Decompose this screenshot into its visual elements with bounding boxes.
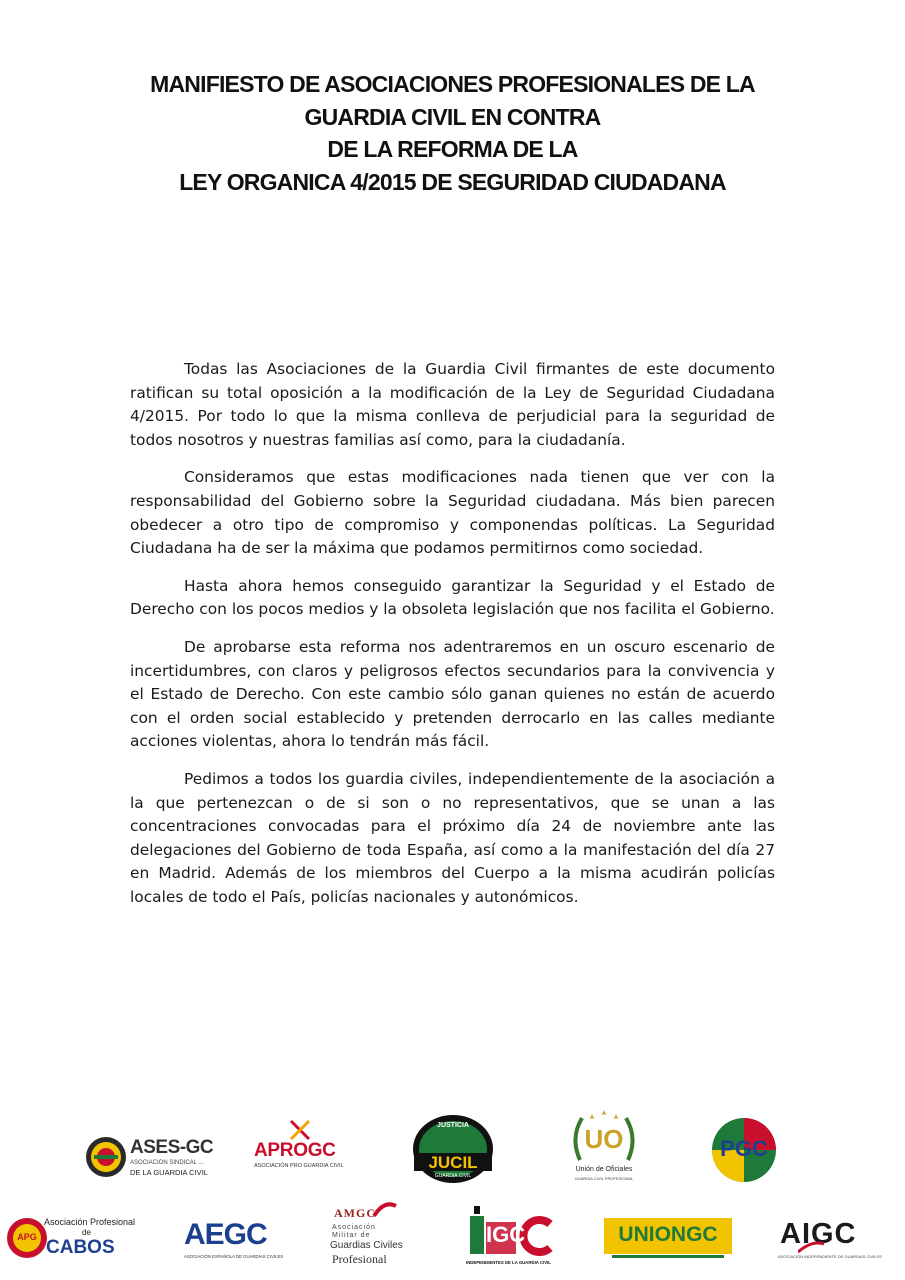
aegc-logo: [184, 1218, 284, 1264]
ases-gc-sub2: DE LA GUARDIA CIVIL: [130, 1168, 208, 1177]
manifesto-body: [130, 358, 775, 923]
jucil-bottom-text: GUARDIA CIVIL: [434, 1173, 472, 1179]
jucil-name: JUCIL: [428, 1153, 478, 1172]
cabos-emblem-text: APG: [17, 1232, 37, 1242]
amgc-logo: [326, 1198, 404, 1272]
aigc-logo: [778, 1218, 882, 1262]
uniongc-logo: [604, 1218, 732, 1260]
amgc-emblem-icon: [372, 1200, 398, 1218]
union-oficiales-line1: Unión de Oficiales: [575, 1166, 633, 1173]
igc-logo: [466, 1206, 562, 1268]
cabos-line1: Asociación Profesional: [44, 1217, 136, 1227]
paragraph-3: Hasta ahora hemos conseguido garantizar la Seguridad y el Estado de Derecho con los pocos medios y la obsoleta legislación que nos facilita el Gobierno.: [130, 576, 775, 619]
title-line-1: MANIFIESTO DE ASOCIACIONES PROFESIONALES DE LA: [150, 71, 755, 97]
ases-gc-logo: [84, 1133, 214, 1183]
aigc-name: AIGC: [780, 1218, 857, 1250]
igc-sub: INDEPENDIENTES DE LA GUARDIA CIVIL: [466, 1260, 551, 1265]
ases-gc-emblem-icon: [84, 1135, 128, 1179]
paragraph-5: Pedimos a todos los guardia civiles, independientemente de la asociación a la que pertenezcan o de si son o no representativos, que se unan a las concentraciones convocadas para el próximo día 24 de noviembre ante las delegaciones del Gobierno de toda España, así como a la manifestación del día 27 en Madrid. Además de los miembros del Cuerpo a la misma acudirán policías locales de todo el País, policías nacionales y autonómicos.: [130, 769, 775, 906]
paragraph-4: De aprobarse esta reforma nos adentraremos en un oscuro escenario de incertidumbres, con claros y peligrosos efectos secundarios para la convivencia y el Estado de Derecho. Con este cambio sólo ganan quienes no están de acuerdo con el orden social establecido y pretenden derrocarlo en las calles mediante acciones violentas, ahora lo tendrán más fácil.: [130, 637, 775, 751]
amgc-name: AMGC: [334, 1206, 376, 1220]
paragraph-2: Consideramos que estas modificaciones nada tienen que ver con la responsabilidad del Gobierno sobre la Seguridad ciudadana. Más bien parecen obedecer a otro tipo de compromiso y componendas políticas. La Seguridad Ciudadana ha de ser la máxima que podamos permitirnos como sociedad.: [130, 468, 775, 558]
ases-gc-sub1: ASOCIACION SINDICAL ...: [130, 1160, 204, 1166]
paragraph-1: Todas las Asociaciones de la Guardia Civil firmantes de este documento ratifican su total oposición a la modificación de la Ley de Seguridad Ciudadana 4/2015. Por todo lo que la misma conlleva de perjudicial para la seguridad de todos nosotros y nuestras familias así como, para la ciudadanía.: [130, 360, 775, 449]
union-oficiales-mark: UO: [584, 1124, 624, 1154]
title-line-3: DE LA REFORMA DE LA: [327, 136, 578, 162]
aprogc-sub: ASOCIACIÓN PRO GUARDIA CIVIL: [254, 1163, 344, 1169]
amgc-line1: Asociación: [332, 1224, 376, 1231]
cabos-name: CABOS: [46, 1237, 115, 1258]
uniongc-name: UNIONGC: [618, 1223, 718, 1246]
document-title: [0, 68, 905, 198]
jucil-logo: [408, 1113, 498, 1185]
crossed-swords-icon: [288, 1118, 312, 1140]
aegc-sub: ASOCIACIÓN ESPAÑOLA DE GUARDIAS CIVILES: [184, 1254, 284, 1259]
amgc-line3: Guardias Civiles: [330, 1240, 403, 1251]
aprogc-name: APROGC: [254, 1140, 336, 1161]
pgc-logo: [710, 1116, 778, 1184]
uniongc-underline: [612, 1255, 724, 1258]
amgc-line2: Militar de: [332, 1232, 371, 1239]
aigc-sub: ASOCIACIÓN INDEPENDIENTE DE GUARDIAS CIVILES: [778, 1254, 882, 1259]
cabos-line2: de: [82, 1228, 91, 1237]
pgc-name: PGC: [720, 1136, 768, 1161]
amgc-line4: Profesional: [332, 1252, 387, 1266]
jucil-top-text: JUSTICIA: [437, 1122, 469, 1129]
cabos-logo: [6, 1213, 136, 1261]
union-oficiales-line2: GUARDIA CIVIL PROFESIONAL: [574, 1176, 634, 1181]
title-line-4: LEY ORGANICA 4/2015 DE SEGURIDAD CIUDADANA: [179, 168, 726, 195]
ases-gc-name: ASES-GC: [130, 1137, 214, 1158]
igc-name: IGC: [486, 1222, 526, 1247]
title-line-2: GUARDIA CIVIL EN CONTRA: [304, 103, 601, 130]
aprogc-logo: [250, 1118, 350, 1173]
aegc-name: AEGC: [184, 1218, 267, 1251]
union-oficiales-logo: [562, 1108, 646, 1186]
aigc-swoosh-icon: [798, 1240, 824, 1254]
